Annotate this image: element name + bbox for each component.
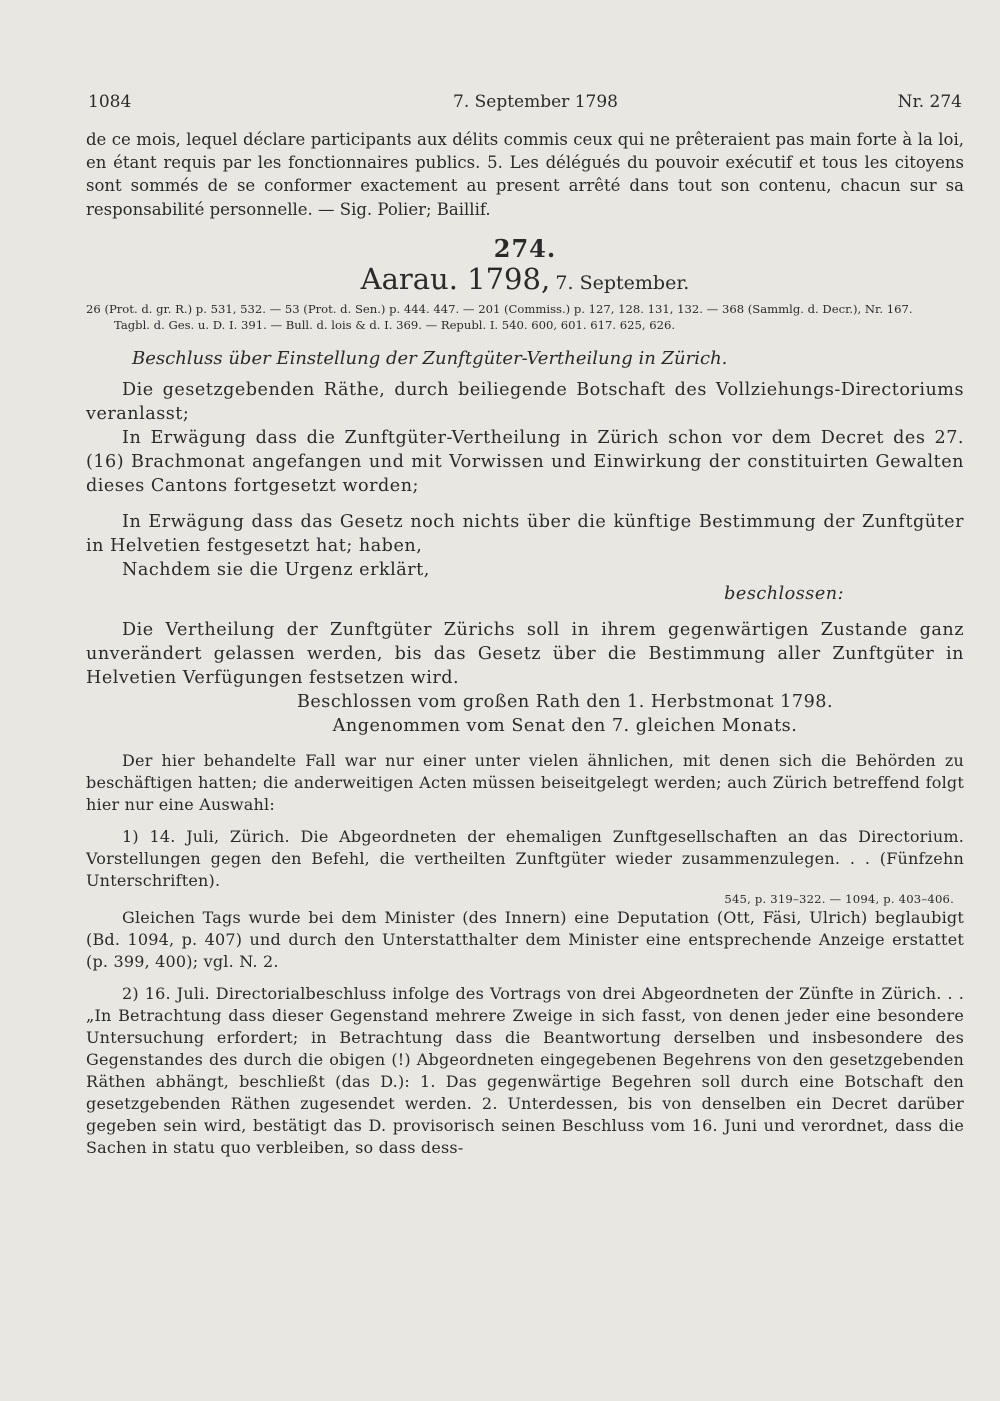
note-follow-up: Gleichen Tags wurde bei dem Minister (des Innern) eine Deputation (Ott, Fäsi, Ulrich) beglaubigt (Bd. 1094, p. 407) und durch den Unterstatthalter dem Minister eine entsprechende Anzeige erstattet (p. 399, 400); vgl. N. 2. — [86, 908, 964, 972]
signature-line: Angenommen vom Senat den 7. gleichen Monats. — [332, 716, 798, 737]
page-header — [88, 92, 962, 116]
note-item: 2) 16. Juli. Directorialbeschluss infolge des Vortrags von drei Abgeordneten der Zünfte in Zürich. . . „In Betrachtung dass dieser Gegenstand mehrere Zweige in sich fasst, von denen jeder eine besondere Untersuchung erfordert; in Betrachtung dass die Beantwortung derselben und insbesondere des Gegenstandes des durch die obigen (!) Abgeordneten eingegebenen Begehrens von den gesetzgebenden Räthen abhängt, beschließt (das D.): 1. Das gegenwärtige Begehren soll durch eine Botschaft den gesetzgebenden Räthen zugesendet werden. 2. Unterdessen, bis von denselben ein Decret darüber gegeben sein wird, bestätigt das D. provisorisch seinen Beschluss vom 16. Juni und verordnet, dass die Sachen in statu quo verbleiben, so dass dess- — [86, 984, 964, 1158]
archive-references — [86, 301, 964, 333]
decree-text — [86, 378, 964, 738]
page-body — [86, 128, 964, 1159]
header-doc-ref: Nr. 274 — [897, 92, 962, 112]
signature-line: Beschlossen vom großen Rath den 1. Herbstmonat 1798. — [296, 692, 834, 713]
page-number: 1084 — [88, 92, 132, 112]
note-citation: 545, p. 319–322. — 1094, p. 403–406. — [724, 892, 954, 907]
document-place-year: Aarau. 1798, — [360, 262, 551, 297]
editorial-notes — [86, 750, 964, 1159]
document-title: Beschluss über Einstellung der Zunftgüter-Vertheilung in Zürich. — [132, 348, 728, 370]
reference-line: Tagbl. d. Ges. u. D. I. 391. — Bull. d. lois & d. I. 369. — Republ. I. 540. 600, 601. 617. 625, 626. — [114, 318, 676, 333]
document-place-date — [86, 262, 964, 297]
decree-paragraph: In Erwägung dass das Gesetz noch nichts über die künftige Bestimmung der Zunftgüter in Helvetien festgesetzt hat; haben, — [86, 512, 964, 557]
intro-paragraph: de ce mois, lequel déclare participants aux délits commis ceux qui ne prêteraient pas main forte à la loi, en étant requis par les fonctionnaires publics. 5. Les délégués du pouvoir exécutif et tous les citoyens sont sommés de se conformer exactement au present arrêté dans tout son contenu, chacun sur sa responsabilité personnelle. — Sig. Polier; Baillif. — [86, 130, 964, 219]
reference-line: 26 (Prot. d. gr. R.) p. 531, 532. — 53 (Prot. d. Sen.) p. 444. 447. — 201 (Commiss.) p. 127, 128. 131, 132. — 368 (Sammlg. d. Decr.), Nr. 167. — [86, 302, 913, 317]
decision-text: Die Vertheilung der Zunftgüter Zürichs soll in ihrem gegenwärtigen Zustande ganz unverändert gelassen werden, bis das Gesetz über die Bestimmung aller Zunftgüter in Helvetien Verfügungen festsetzen wird. — [86, 620, 964, 689]
decree-paragraph: Nachdem sie die Urgenz erklärt, — [122, 560, 430, 581]
document-day: 7. September. — [555, 272, 690, 295]
decree-paragraph: Die gesetzgebenden Räthe, durch beiliegende Botschaft des Vollziehungs-Directoriums veranlasst; — [86, 380, 964, 425]
decree-paragraph: In Erwägung dass die Zunftgüter-Vertheilung in Zürich schon vor dem Decret des 27. (16) Brachmonat angefangen und mit Vorwissen und Einwirkung der constituirten Gewalten dieses Cantons fortgesetzt worden; — [86, 428, 964, 497]
header-date: 7. September 1798 — [453, 92, 618, 112]
note-item: 1) 14. Juli, Zürich. Die Abgeordneten der ehemaligen Zunftgesellschaften an das Directorium. Vorstellungen gegen den Befehl, die vertheilten Zunftgüter wieder zusammenzulegen. . . (Fünfzehn Unterschriften). — [86, 827, 964, 891]
notes-intro: Der hier behandelte Fall war nur einer unter vielen ähnlichen, mit denen sich die Behörden zu beschäftigen hatten; die anderweitigen Acten müssen beiseitgelegt werden; auch Zürich betreffend folgt hier nur eine Auswahl: — [86, 751, 964, 815]
document-number: 274. — [493, 233, 557, 263]
beschlossen-label: beschlossen: — [724, 584, 844, 605]
